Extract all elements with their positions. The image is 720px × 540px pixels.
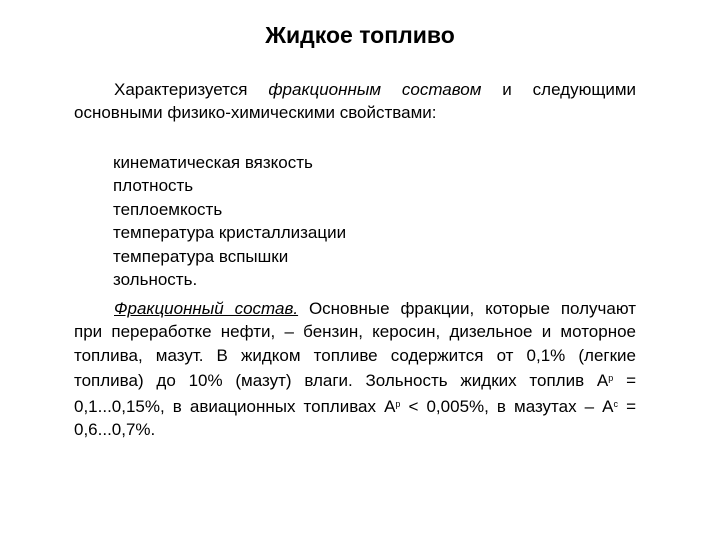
list-item: плотность (113, 176, 194, 196)
intro-emphasis: фракционным составом (268, 80, 482, 99)
fraction-text: = 0,6...0,7%. (74, 396, 637, 440)
list-item: зольность. (113, 270, 198, 290)
fraction-text: = 0,1...0,15%, в авиационных топливах А (74, 371, 636, 416)
properties-list (113, 151, 346, 291)
slide-title: Жидкое топливо (265, 22, 455, 48)
fraction-text: < 0,005%, в мазутах – А (400, 396, 614, 416)
fraction-paragraph (74, 297, 636, 441)
list-item: теплоемкость (113, 199, 223, 219)
intro-paragraph (74, 78, 636, 124)
fraction-heading: Фракционный состав. (114, 299, 299, 318)
list-item: температура кристаллизации (113, 223, 347, 243)
subscript: с (613, 398, 619, 409)
subscript: р (395, 398, 401, 409)
fraction-text: Основные фракции, которые получают при переработке нефти, – бензин, керосин, дизельное и моторное топлива, мазут. В жидком топливе содержится от 0,1% (легкие топлива) до 10% (мазут) влаги. Зольность жидких топлив А (74, 299, 636, 391)
list-item: температура вспышки (113, 246, 289, 266)
intro-rest: и следующими основными физико-химическими свойствами: (74, 80, 637, 122)
subscript: р (608, 373, 614, 384)
list-item: кинематическая вязкость (113, 153, 313, 172)
intro-lead: Характеризуется (114, 80, 248, 99)
